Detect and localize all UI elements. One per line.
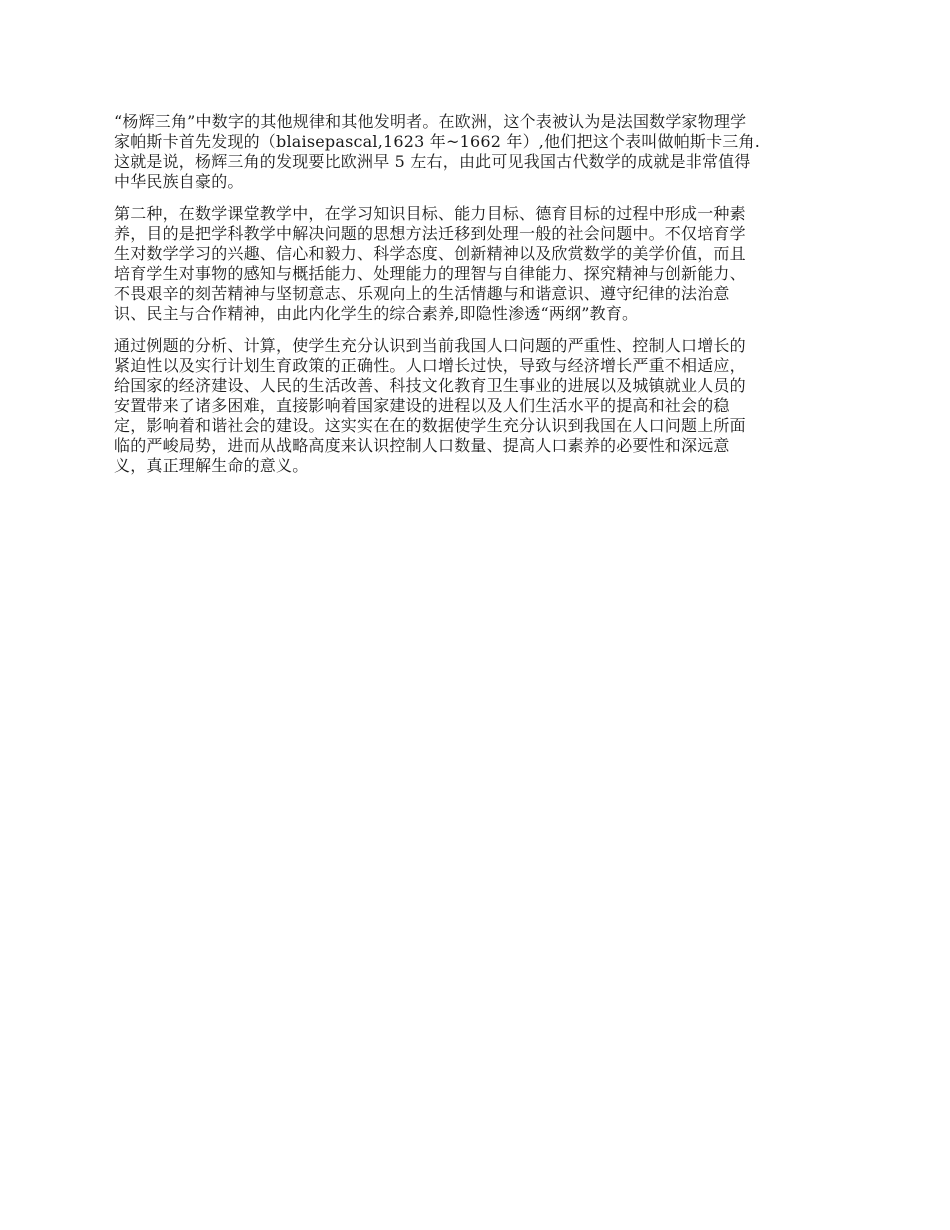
text-line: “杨辉三角”中数字的其他规律和其他发明者。在欧洲，这个表被认为是法国数学家物理学 [114, 112, 747, 131]
text-line: 临的严峻局势，进而从战略高度来认识控制人口数量、提高人口素养的必要性和深远意 [114, 436, 730, 455]
text-line: 中华民族自豪的。 [114, 172, 244, 191]
paragraph-literacy-goals [114, 204, 840, 324]
text-line: 培育学生对事物的感知与概括能力、处理能力的理智与自律能力、探究精神与创新能力、 [114, 264, 746, 283]
text-line: 定，影响着和谐社会的建设。这实实在在的数据使学生充分认识到我国在人口问题上所面 [114, 416, 746, 435]
paragraph-population [114, 336, 840, 476]
text-line: 识、民主与合作精神，由此内化学生的综合素养,即隐性渗透“两纲”教育。 [114, 304, 639, 323]
text-line: 这就是说，杨辉三角的发现要比欧洲早 5 左右，由此可见我国古代数学的成就是非常值得 [114, 152, 751, 171]
document-body [114, 112, 840, 488]
text-line: 养，目的是把学科教学中解决问题的思想方法迁移到处理一般的社会问题中。不仅培育学 [114, 224, 746, 243]
text-line: 紧迫性以及实行计划生育政策的正确性。人口增长过快，导致与经济增长严重不相适应， [114, 356, 746, 375]
text-line: 给国家的经济建设、人民的生活改善、科技文化教育卫生事业的进展以及城镇就业人员的 [114, 376, 746, 395]
text-line: 不畏艰辛的刻苦精神与坚韧意志、乐观向上的生活情趣与和谐意识、遵守纪律的法治意 [114, 284, 730, 303]
paragraph-yanghui-triangle [114, 112, 840, 192]
text-line: 安置带来了诸多困难，直接影响着国家建设的进程以及人们生活水平的提高和社会的稳 [114, 396, 730, 415]
text-line: 第二种，在数学课堂教学中，在学习知识目标、能力目标、德育目标的过程中形成一种素 [114, 204, 746, 223]
text-line: 家帕斯卡首先发现的（blaisepascal,1623 年~1662 年）,他们把这个表叫做帕斯卡三角. [114, 132, 760, 151]
text-line: 义，真正理解生命的意义。 [114, 456, 309, 475]
text-line: 通过例题的分析、计算，使学生充分认识到当前我国人口问题的严重性、控制人口增长的 [114, 336, 746, 355]
text-line: 生对数学学习的兴趣、信心和毅力、科学态度、创新精神以及欣赏数学的美学价值，而且 [114, 244, 746, 263]
